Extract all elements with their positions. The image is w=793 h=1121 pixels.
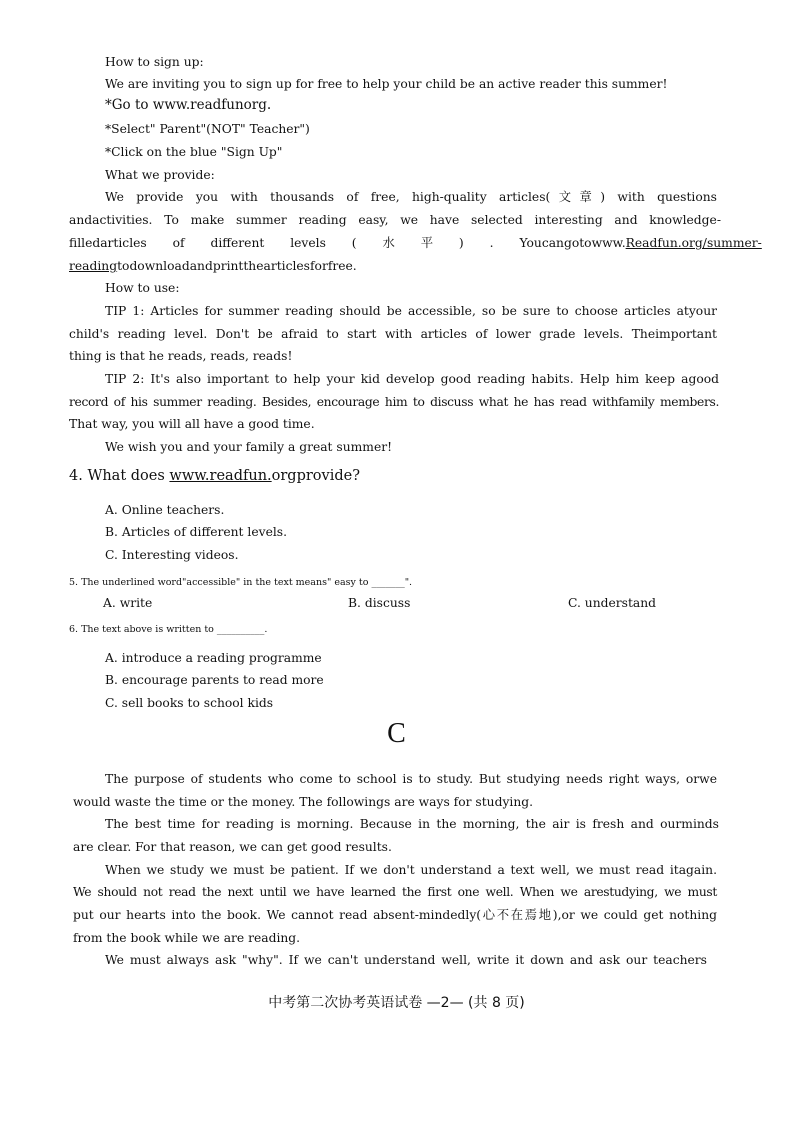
provide-line-3-text: filledarticles of different levels ( 水 平 ) . Youcangotowww. [69, 236, 626, 250]
question-6: 6. The text above is written to __________. [69, 624, 268, 635]
c-para3-line-4: from the book while we are reading. [73, 931, 301, 945]
tip2-line-2: record of his summer reading. Besides, encourage him to discuss what he has read withfamily members. [69, 395, 719, 409]
q4-option-b[interactable]: B. Articles of different levels. [105, 525, 287, 539]
c-para3-line-1: When we study we must be patient. If we don't understand a text well, we must read itagain. [105, 863, 717, 877]
section-c-heading: C [387, 718, 406, 749]
how-to-use-heading: How to use: [105, 281, 180, 295]
provide-line-4-text: todownloadandprintthearticlesforfree. [117, 259, 357, 273]
what-we-provide-heading: What we provide: [105, 168, 215, 182]
provide-line-1: We provide you with thousands of free, high-quality articles(文章) with questions [105, 190, 717, 204]
q5-option-a[interactable]: A. write [103, 596, 153, 610]
how-to-sign-up-heading: How to sign up: [105, 55, 204, 69]
provide-line-4 [69, 258, 357, 274]
q6-option-a[interactable]: A. introduce a reading programme [105, 651, 322, 665]
c-para3-line-2: We should not read the next until we have learned the first one well. When we arestudying, we must [73, 885, 717, 899]
q5-option-b[interactable]: B. discuss [348, 596, 411, 610]
sign-up-step-1: *Go to www.readfunorg. [105, 97, 272, 113]
tip1-line-3: thing is that he reads, reads, reads! [69, 349, 293, 363]
question-5: 5. The underlined word"accessible" in the text means" easy to _______". [69, 577, 413, 588]
sign-up-step-2: *Select" Parent"(NOT" Teacher") [105, 122, 310, 136]
provide-link-part-2[interactable]: reading [69, 259, 118, 273]
tip1-line-2: child's reading level. Don't be afraid to start with articles of lower grade levels. Theimportant [69, 327, 717, 341]
c-para1-line-2: would waste the time or the money. The followings are ways for studying. [73, 795, 534, 809]
q4-option-c[interactable]: C. Interesting videos. [105, 548, 239, 562]
invite-line: We are inviting you to sign up for free to help your child be an active reader this summer! [105, 77, 668, 91]
closing-wish: We wish you and your family a great summer! [105, 440, 393, 454]
q6-option-b[interactable]: B. encourage parents to read more [105, 673, 324, 687]
sign-up-step-3: *Click on the blue "Sign Up" [105, 145, 283, 159]
q4-option-a[interactable]: A. Online teachers. [105, 503, 225, 517]
tip2-line-1: TIP 2: It's also important to help your kid develop good reading habits. Help him keep agood [105, 372, 719, 386]
c-para1-line-1: The purpose of students who come to school is to study. But studying needs right ways, orwe [105, 772, 717, 786]
c-para2-line-2: are clear. For that reason, we can get good results. [73, 840, 392, 854]
c-para4-line-1: We must always ask "why". If we can't understand well, write it down and ask our teachers [105, 953, 707, 967]
q5-option-c[interactable]: C. understand [568, 596, 657, 610]
c-para2-line-1: The best time for reading is morning. Because in the morning, the air is fresh and ourminds [105, 817, 719, 831]
tip1-line-1: TIP 1: Articles for summer reading should be accessible, so be sure to choose articles atyour [105, 304, 717, 318]
page-footer: 中考第二次协考英语试卷 —2— (共 8 页) [268, 995, 525, 1011]
question-4-link[interactable]: www.readfun. [169, 468, 272, 484]
provide-link-part-1[interactable]: Readfun.org/summer- [625, 236, 762, 250]
tip2-line-3: That way, you will all have a good time. [69, 417, 315, 431]
question-4-suffix: orgprovide? [271, 468, 360, 484]
provide-line-3 [69, 235, 762, 251]
c-para3-line-3: put our hearts into the book. We cannot read absent-mindedly(心不在焉地),or we could get nothing [73, 908, 717, 922]
question-4 [69, 468, 360, 484]
provide-line-2: andactivities. To make summer reading easy, we have selected interesting and knowledge- [69, 213, 721, 227]
q6-option-c[interactable]: C. sell books to school kids [105, 696, 274, 710]
question-4-prefix: 4. What does [69, 468, 170, 484]
